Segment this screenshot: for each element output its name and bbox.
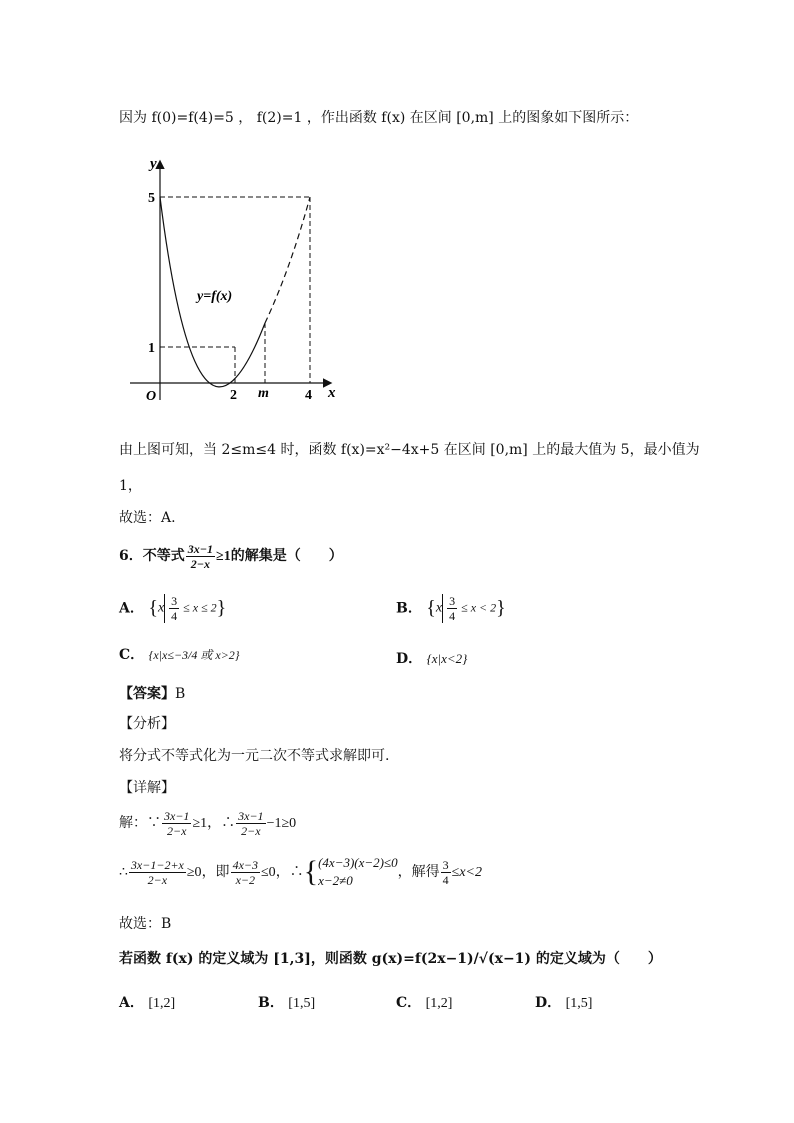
choose-answer-5: 故选：A. xyxy=(119,510,176,526)
x-axis-label: x xyxy=(328,385,336,401)
x-tick-m: m xyxy=(258,386,269,401)
q6-step-1: 解：∵ $\frac{3x-1}{2-x}$ ≥1，∴ $\frac{3x-1}{2-x}$ −1≥0 xyxy=(119,808,297,838)
q6-analysis-text: 将分式不等式化为一元二次不等式求解即可. xyxy=(119,748,390,764)
origin-label: O xyxy=(146,389,157,404)
q7-option-b[interactable]: B． [1,5] xyxy=(258,995,316,1011)
y-tick-1: 1 xyxy=(148,341,155,356)
conclusion-line-2: 1， xyxy=(119,478,142,494)
conclusion-line-1: 由上图可知，当 2≤m≤4 时，函数 f(x)=x²−4x+5 在区间 [0,m] 上的最大值为 5，最小值为 xyxy=(119,442,700,458)
x-tick-4: 4 xyxy=(305,388,312,403)
q6-option-c[interactable]: C． {x|x≤−3/4 或 x>2} xyxy=(119,647,240,663)
q7-option-c[interactable]: C． [1,2] xyxy=(396,995,453,1011)
q6-detail-tag: 【详解】 xyxy=(119,780,175,796)
curve-dashed xyxy=(265,197,310,323)
q6-option-b[interactable]: B． {x $\frac{3}{4}$ ≤ x < 2} xyxy=(396,594,506,623)
y-tick-5: 5 xyxy=(148,191,155,206)
q7-option-a[interactable]: A． [1,2] xyxy=(119,995,176,1011)
q6-stem: 6．不等式 $\frac{3x-1}{2-x}$ ≥1的解集是（ ） xyxy=(119,541,343,571)
q6-choose: 故选：B xyxy=(119,916,172,932)
q6-option-d[interactable]: D． {x|x<2} xyxy=(396,651,468,667)
y-axis-label: y xyxy=(150,156,157,172)
intro-text: 因为 f(0)=f(4)=5 ， f(2)=1 ，作出函数 f(x) 在区间 [0,m] 上的图象如下图所示： xyxy=(119,110,639,126)
q6-step-2: ∴ $\frac{3x-1-2+x}{2-x}$ ≥0，即 $\frac{4x-3}{x-2}$ ≤0，∴{(4x−3)(x−2)≤0 x−2≠0，解得 $\frac{3}{4}$ ≤x<2 xyxy=(119,855,482,888)
q7-stem: 若函数 f(x) 的定义域为 [1,3]，则函数 g(x)=f(2x−1)/√(x−1) 的定义域为（ ） xyxy=(119,951,662,967)
q6-answer: 【答案】B xyxy=(119,686,186,702)
q7-option-d[interactable]: D． [1,5] xyxy=(535,995,593,1011)
curve-label: y=f(x) xyxy=(197,289,233,304)
function-graph xyxy=(120,150,350,410)
q6-option-a[interactable]: A． {x $\frac{3}{4}$ ≤ x ≤ 2} xyxy=(119,594,227,623)
q6-fraction: $\frac{3x-1}{2-x}$ xyxy=(187,541,214,571)
q6-analysis-tag: 【分析】 xyxy=(119,716,175,732)
x-tick-2: 2 xyxy=(230,388,237,403)
